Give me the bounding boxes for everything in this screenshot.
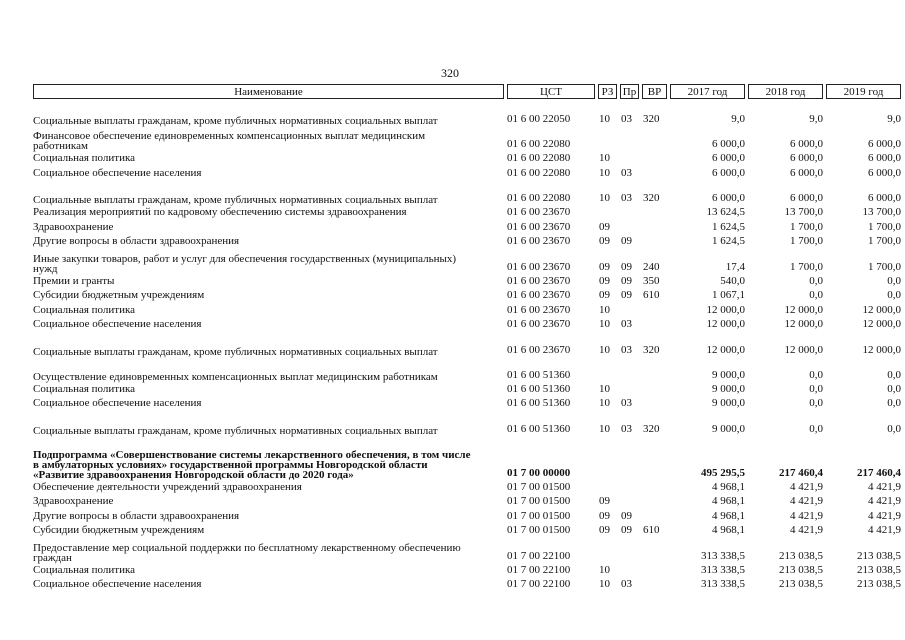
row-name-text: Предоставление мер социальной поддержки по бесплатному лекарственному обеспечению граждан	[33, 541, 461, 564]
row-cst: 01 7 00 22100	[507, 578, 571, 590]
row-y1: 9 000,0	[712, 382, 745, 395]
row-vr: 350	[643, 274, 660, 287]
row-vr	[643, 480, 669, 495]
row-name	[33, 357, 473, 382]
row-name	[33, 101, 473, 126]
row-name-text: Здравоохранение	[33, 220, 114, 233]
row-y3: 1 700,0	[868, 220, 901, 233]
row-y2: 0,0	[809, 397, 823, 409]
row-y3: 0,0	[887, 422, 901, 435]
row-y2: 4 421,9	[790, 509, 823, 522]
row-y1: 12 000,0	[706, 318, 745, 330]
row-rz: 10	[599, 318, 610, 330]
row-pr	[621, 126, 641, 151]
row-y2: 12 000,0	[784, 303, 823, 316]
row-rz: 09	[599, 524, 610, 536]
row-y1: 4 968,1	[712, 524, 745, 536]
row-y3: 6 000,0	[868, 166, 901, 179]
row-y2: 1 700,0	[790, 235, 823, 247]
row-y3: 6 000,0	[868, 152, 901, 164]
row-y3: 4 421,9	[868, 524, 901, 536]
row-y1: 4 968,1	[712, 509, 745, 522]
row-cst: 01 6 00 51360	[507, 382, 571, 395]
row-y3: 4 421,9	[868, 495, 901, 507]
row-vr	[643, 151, 669, 166]
row-vr: 320	[643, 422, 660, 435]
row-rz: 10	[599, 113, 610, 125]
row-y3: 217 460,4	[857, 466, 901, 479]
row-rz	[599, 205, 619, 220]
row-y1: 12 000,0	[706, 343, 745, 356]
table-row	[33, 126, 901, 152]
table-row	[33, 101, 901, 127]
row-y1: 9 000,0	[712, 422, 745, 435]
row-y2: 4 421,9	[790, 495, 823, 507]
row-name-text: Социальная политика	[33, 152, 136, 164]
row-name	[33, 577, 473, 592]
row-name-text: Социальное обеспечение населения	[33, 318, 202, 330]
row-name	[33, 411, 473, 436]
row-pr: 03	[621, 318, 632, 330]
table-row	[33, 166, 901, 181]
row-cst: 01 6 00 23670	[507, 220, 571, 233]
row-pr	[621, 494, 641, 509]
row-name	[33, 396, 473, 411]
row-name	[33, 288, 473, 303]
row-pr	[621, 480, 641, 495]
row-cst: 01 6 00 22050	[507, 113, 571, 125]
row-rz: 10	[599, 152, 610, 164]
budget-table	[33, 84, 901, 592]
row-name	[33, 151, 473, 166]
row-y1: 6 000,0	[712, 152, 745, 164]
row-y3: 12 000,0	[862, 343, 901, 356]
row-y1: 1 624,5	[712, 220, 745, 233]
row-y1: 4 968,1	[712, 495, 745, 507]
row-name-text: Социальное обеспечение населения	[33, 578, 202, 590]
row-vr: 240	[643, 260, 660, 273]
row-name	[33, 234, 473, 249]
row-vr: 320	[643, 343, 660, 356]
header-name: Наименование	[33, 84, 504, 99]
row-rz: 09	[599, 260, 610, 273]
row-name	[33, 317, 473, 332]
row-name	[33, 494, 473, 509]
row-vr	[643, 396, 669, 411]
row-name-text: Субсидии бюджетным учреждениям	[33, 524, 205, 536]
row-vr	[643, 494, 669, 509]
row-name	[33, 274, 473, 289]
row-y3: 9,0	[887, 113, 901, 125]
row-y3: 6 000,0	[868, 138, 901, 150]
row-cst: 01 6 00 22080	[507, 166, 571, 179]
table-row	[33, 317, 901, 332]
row-y2: 9,0	[809, 113, 823, 125]
row-y2: 12 000,0	[784, 318, 823, 330]
row-y1: 12 000,0	[706, 303, 745, 316]
row-cst: 01 6 00 22080	[507, 138, 571, 150]
row-name-text: Социальные выплаты гражданам, кроме публичных нормативных социальных выплат	[33, 345, 438, 358]
row-pr: 03	[621, 166, 632, 179]
row-y2: 1 700,0	[790, 260, 823, 273]
row-rz	[599, 357, 619, 382]
row-y3: 1 700,0	[868, 260, 901, 273]
row-rz: 10	[599, 303, 610, 316]
row-pr: 09	[621, 274, 632, 287]
row-pr	[621, 563, 641, 578]
row-y2: 12 000,0	[784, 343, 823, 356]
row-y1: 6 000,0	[712, 192, 745, 204]
row-name-text: Социальная политика	[33, 382, 136, 395]
row-vr	[643, 509, 669, 524]
row-rz: 10	[599, 563, 610, 576]
row-y3: 213 038,5	[857, 563, 901, 576]
row-y3: 12 000,0	[862, 303, 901, 316]
row-cst: 01 7 00 22100	[507, 563, 571, 576]
row-y1: 13 624,5	[706, 206, 745, 218]
row-name-text: Социальные выплаты гражданам, кроме публичных нормативных социальных выплат	[33, 194, 438, 206]
row-rz: 09	[599, 495, 610, 507]
row-rz: 10	[599, 166, 610, 179]
row-y3: 6 000,0	[868, 192, 901, 204]
row-rz: 10	[599, 578, 610, 590]
table-row	[33, 480, 901, 495]
row-rz	[599, 436, 619, 480]
row-y2: 13 700,0	[784, 206, 823, 218]
row-y3: 213 038,5	[857, 578, 901, 590]
row-cst: 01 6 00 23670	[507, 274, 571, 287]
row-rz	[599, 538, 619, 563]
table-row	[33, 436, 901, 481]
row-y3: 213 038,5	[857, 549, 901, 562]
row-y2: 213 038,5	[779, 563, 823, 576]
row-cst: 01 6 00 23670	[507, 206, 571, 218]
row-y1: 9 000,0	[712, 397, 745, 409]
row-cst: 01 7 00 22100	[507, 549, 571, 562]
row-y2: 0,0	[809, 368, 823, 381]
row-name-text: Другие вопросы в области здравоохранения	[33, 509, 240, 522]
row-name	[33, 538, 473, 563]
row-y3: 0,0	[887, 382, 901, 395]
row-y2: 6 000,0	[790, 192, 823, 204]
table-row	[33, 180, 901, 206]
row-y1: 1 624,5	[712, 235, 745, 247]
row-name	[33, 249, 473, 274]
row-vr	[643, 220, 669, 235]
table-row	[33, 523, 901, 538]
table-header	[33, 84, 884, 101]
row-pr: 09	[621, 235, 632, 247]
row-y2: 0,0	[809, 274, 823, 287]
row-name	[33, 126, 473, 151]
row-y2: 217 460,4	[779, 466, 823, 479]
table-row	[33, 249, 901, 275]
row-pr: 03	[621, 578, 632, 590]
table-row	[33, 382, 901, 397]
row-name	[33, 382, 473, 397]
header-vr: ВР	[642, 84, 667, 99]
table-row	[33, 151, 901, 166]
row-name-text: Социальная политика	[33, 303, 136, 316]
row-pr: 03	[621, 192, 632, 204]
row-pr	[621, 538, 641, 563]
row-pr: 09	[621, 289, 632, 301]
row-y1: 313 338,5	[701, 578, 745, 590]
row-cst: 01 6 00 51360	[507, 397, 571, 409]
row-vr	[643, 303, 669, 318]
row-vr: 320	[643, 113, 660, 125]
table-row	[33, 205, 901, 220]
row-y2: 6 000,0	[790, 138, 823, 150]
row-vr	[643, 317, 669, 332]
row-y2: 6 000,0	[790, 166, 823, 179]
row-name-text: Социальные выплаты гражданам, кроме публичных нормативных социальных выплат	[33, 115, 438, 127]
row-y3: 4 421,9	[868, 480, 901, 493]
row-pr: 09	[621, 260, 632, 273]
row-y1: 495 295,5	[701, 466, 745, 479]
row-name-text: Другие вопросы в области здравоохранения	[33, 235, 240, 247]
row-y3: 4 421,9	[868, 509, 901, 522]
row-y2: 0,0	[809, 422, 823, 435]
row-y2: 213 038,5	[779, 549, 823, 562]
row-vr	[643, 126, 669, 151]
row-y1: 17,4	[725, 260, 745, 273]
table-row	[33, 396, 901, 411]
row-vr: 320	[643, 192, 660, 204]
row-y1: 6 000,0	[712, 166, 745, 179]
row-vr	[643, 166, 669, 181]
row-pr: 09	[621, 509, 632, 522]
row-name-text: Здравоохранение	[33, 495, 114, 507]
table-body	[33, 101, 901, 592]
table-row	[33, 303, 901, 318]
row-rz	[599, 480, 619, 495]
row-cst: 01 7 00 01500	[507, 524, 571, 536]
row-pr	[621, 303, 641, 318]
table-row	[33, 332, 901, 358]
table-row	[33, 577, 901, 592]
row-cst: 01 7 00 01500	[507, 495, 571, 507]
table-row	[33, 538, 901, 564]
row-y1: 9,0	[731, 113, 745, 125]
row-cst: 01 6 00 23670	[507, 343, 571, 356]
row-pr: 03	[621, 422, 632, 435]
row-name	[33, 436, 473, 480]
row-cst: 01 6 00 23670	[507, 260, 571, 273]
row-name	[33, 180, 473, 205]
row-cst: 01 6 00 23670	[507, 318, 571, 330]
row-rz: 09	[599, 220, 610, 233]
row-vr	[643, 436, 669, 480]
row-rz: 09	[599, 289, 610, 301]
header-pr: Пр	[620, 84, 639, 99]
row-cst: 01 6 00 51360	[507, 368, 571, 381]
row-y2: 213 038,5	[779, 578, 823, 590]
row-rz: 10	[599, 382, 610, 395]
row-name-text: Премии и гранты	[33, 274, 115, 287]
row-y1: 1 067,1	[712, 289, 745, 301]
row-cst: 01 6 00 23670	[507, 303, 571, 316]
row-name	[33, 480, 473, 495]
row-name	[33, 509, 473, 524]
row-cst: 01 6 00 51360	[507, 422, 571, 435]
row-y3: 12 000,0	[862, 318, 901, 330]
row-rz	[599, 126, 619, 151]
row-vr	[643, 357, 669, 382]
row-name-text: Реализация мероприятий по кадровому обеспечению системы здравоохранения	[33, 206, 407, 218]
header-cst: ЦСТ	[507, 84, 595, 99]
row-y2: 4 421,9	[790, 524, 823, 536]
row-cst: 01 7 00 01500	[507, 480, 571, 493]
row-vr	[643, 382, 669, 397]
row-rz: 10	[599, 192, 610, 204]
row-rz: 09	[599, 274, 610, 287]
row-pr	[621, 357, 641, 382]
row-y2: 0,0	[809, 289, 823, 301]
row-vr	[643, 234, 669, 249]
row-name	[33, 205, 473, 220]
row-name	[33, 220, 473, 235]
row-name	[33, 332, 473, 357]
row-name-text: Социальная политика	[33, 563, 136, 576]
row-pr: 03	[621, 397, 632, 409]
row-name	[33, 303, 473, 318]
row-name-text: Иные закупки товаров, работ и услуг для обеспечения государственных (муниципальных) нужд	[33, 252, 457, 275]
row-cst: 01 7 00 00000	[507, 466, 571, 479]
table-row	[33, 357, 901, 383]
row-y1: 6 000,0	[712, 138, 745, 150]
row-rz: 10	[599, 397, 610, 409]
header-2019: 2019 год	[826, 84, 901, 99]
row-y3: 0,0	[887, 368, 901, 381]
row-y3: 1 700,0	[868, 235, 901, 247]
row-vr	[643, 205, 669, 220]
row-cst: 01 6 00 22080	[507, 152, 571, 164]
row-name-text: Обеспечение деятельности учреждений здравоохранения	[33, 480, 302, 493]
header-2017: 2017 год	[670, 84, 745, 99]
row-cst: 01 6 00 22080	[507, 192, 571, 204]
row-y2: 1 700,0	[790, 220, 823, 233]
row-y3: 0,0	[887, 397, 901, 409]
table-row	[33, 411, 901, 437]
row-vr: 610	[643, 524, 660, 536]
row-name-text: Социальное обеспечение населения	[33, 397, 202, 409]
row-y3: 0,0	[887, 274, 901, 287]
row-y3: 13 700,0	[862, 206, 901, 218]
row-pr	[621, 436, 641, 480]
header-2018: 2018 год	[748, 84, 823, 99]
row-pr: 09	[621, 524, 632, 536]
table-row	[33, 234, 901, 249]
row-rz: 10	[599, 343, 610, 356]
row-pr	[621, 382, 641, 397]
row-name-text: Финансовое обеспечение единовременных компенсационных выплат медицинским работникам	[33, 130, 426, 152]
table-row	[33, 563, 901, 578]
row-y1: 9 000,0	[712, 368, 745, 381]
row-name	[33, 166, 473, 181]
row-y2: 6 000,0	[790, 152, 823, 164]
row-y1: 540,0	[720, 274, 745, 287]
row-vr	[643, 538, 669, 563]
row-rz: 09	[599, 235, 610, 247]
row-vr	[643, 577, 669, 592]
row-name-text: Подпрограмма «Совершенствование системы лекарственного обеспечения, в том числе в амбулаторных условиях» государственной программы Новгородской области «Развитие здравоохранения Новгородской области до 2020 года»	[33, 448, 471, 481]
row-name-text: Осуществление единовременных компенсационных выплат медицинским работникам	[33, 370, 438, 383]
row-vr	[643, 563, 669, 578]
table-row	[33, 494, 901, 509]
row-pr: 03	[621, 113, 632, 125]
row-vr: 610	[643, 289, 660, 301]
header-rz: РЗ	[598, 84, 617, 99]
row-y3: 0,0	[887, 289, 901, 301]
row-name-text: Социальное обеспечение населения	[33, 166, 202, 179]
row-rz: 10	[599, 422, 610, 435]
row-pr	[621, 220, 641, 235]
row-y2: 0,0	[809, 382, 823, 395]
row-name-text: Социальные выплаты гражданам, кроме публичных нормативных социальных выплат	[33, 424, 438, 437]
row-rz: 09	[599, 509, 610, 522]
row-name-text: Субсидии бюджетным учреждениям	[33, 289, 205, 301]
row-pr: 03	[621, 343, 632, 356]
table-row	[33, 274, 901, 289]
row-name	[33, 523, 473, 538]
table-row	[33, 509, 901, 524]
row-name	[33, 563, 473, 578]
page-number: 320	[441, 66, 459, 80]
table-row	[33, 220, 901, 235]
row-pr	[621, 205, 641, 220]
row-y2: 4 421,9	[790, 480, 823, 493]
table-row	[33, 288, 901, 303]
row-cst: 01 6 00 23670	[507, 289, 571, 301]
row-y1: 4 968,1	[712, 480, 745, 493]
row-cst: 01 7 00 01500	[507, 509, 571, 522]
row-y1: 313 338,5	[701, 549, 745, 562]
row-cst: 01 6 00 23670	[507, 235, 571, 247]
row-pr	[621, 151, 641, 166]
row-y1: 313 338,5	[701, 563, 745, 576]
